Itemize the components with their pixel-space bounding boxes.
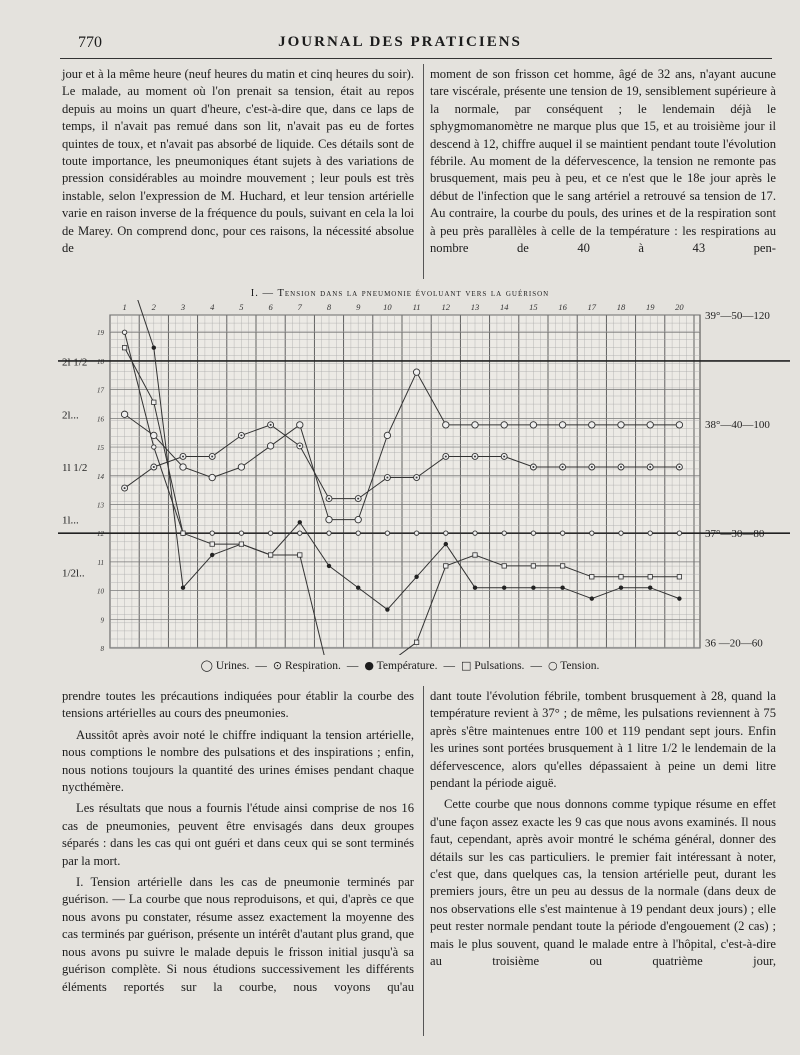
left-axis-label: 1l 1/2 [62,462,88,475]
legend-symbol-icon: ⊙ [272,659,283,672]
left-axis-label: 2l 1/2 [62,356,88,369]
day-tick-label: 7 [297,302,302,312]
point-tension [590,531,594,535]
legend-item [461,660,524,672]
column-rule-bottom [423,686,424,1036]
point-temperature [677,596,681,600]
point-urines [267,443,273,449]
point-tension [268,531,272,535]
tension-tick-label: 8 [100,645,104,653]
header-rule [60,58,772,59]
paragraph: jour et à la même heure (neuf heures du matin et cinq heures du soir). Le malade, au moment où l'on prenait sa tension, était au repos depuis au moins un quart d'heure, c'est-à-dire que, dans ce laps de temps, il n'avait pas remué dans son lit, n'avait pas eu de fortes quintes de toux, et n'avait pas absorbé de liquide. Ces détails sont de toute importance, les pneumoniques étant sujets à des variations de pression considérables au moindre mouvement ; leur pouls est très instable, selon l'expression de M. Huchard, et leur tension artérielle varie en raison inverse de la fréquence du pouls, suivant en cela la loi de Marey. On comprend donc, pour ces raisons, la nécessité absolue de [62,67,414,256]
point-temperature [181,586,185,590]
point-tension [122,330,126,334]
tension-tick-label: 15 [97,444,104,453]
bottom-left-column [62,688,414,996]
figure-legend: ◯ Urines. — ⊙ Respiration. — ● Température. — □ Pulsations. — ○ Tension. [200,659,600,672]
point-pulsations [298,553,302,557]
point-urines [530,422,536,428]
paragraph: moment de son frisson cet homme, âgé de 32 ans, n'ayant aucune tare viscérale, présente une tension de 19, sensiblement supérieure à la normale, par conséquent ; le lendemain déjà le sphygmomanomètre ne marque plus que 15, et au troisième jour il descend à 12, chiffre auquel il se maintient pendant toute l'évolution fébrile. Au moment de la défervescence, la tension ne remonte pas brusquement, mais peu à peu, et ce n'est que le 18e jour après le début de l'infection que le sang artériel a retrouvé sa tension de 17. Au contraire, la courbe du pouls, des urines et de la respiration sont à peu près parallèles à celle de la température : les respirations au nombre de 40 à 43 pen- [430,67,776,256]
point-pulsations [590,575,594,579]
point-temperature [385,607,389,611]
tension-tick-label: 16 [97,415,104,424]
point-urines [501,422,507,428]
day-tick-label: 9 [356,302,361,312]
paragraph: prendre toutes les précautions indiquées pour établir la courbe des tensions artérielles au cours des pneumonies. [62,689,414,721]
point-urines [647,422,653,428]
point-respiration-dot [678,466,680,468]
point-tension [210,531,214,535]
day-tick-label: 8 [326,302,332,312]
point-respiration-dot [124,487,126,489]
point-pulsations [473,553,477,557]
point-urines [209,474,215,480]
point-temperature [414,575,418,579]
legend-item [548,660,599,672]
point-urines [121,411,127,417]
legend-label: Tension. [557,660,600,672]
point-urines [589,422,595,428]
point-respiration-dot [503,455,505,457]
tension-tick-label: 12 [97,530,104,539]
legend-label: Urines. [212,660,250,672]
point-temperature [152,346,156,350]
day-tick-label: 12 [441,302,451,312]
day-tick-label: 20 [675,302,684,312]
point-pulsations [677,575,681,579]
point-respiration-dot [474,455,476,457]
day-tick-label: 4 [210,302,215,312]
point-temperature [473,586,477,590]
left-axis-label: 2l... [62,409,79,422]
day-tick-label: 6 [268,302,273,312]
page-number: 770 [78,34,102,51]
top-right-column [430,66,776,257]
point-tension [619,531,623,535]
top-left-column [62,66,414,257]
point-pulsations [210,542,214,546]
right-axis-label: 36 —20—60 [705,637,763,650]
point-respiration-dot [445,455,447,457]
point-pulsations [414,640,418,644]
point-urines [355,516,361,522]
point-pulsations [239,542,243,546]
point-temperature [590,596,594,600]
tension-tick-label: 9 [100,616,104,625]
legend-item [364,660,437,672]
legend-symbol-icon: ◯ [200,659,213,672]
tension-tick-label: 10 [97,587,104,596]
day-tick-label: 15 [529,302,538,312]
point-urines [618,422,624,428]
point-respiration-dot [211,455,213,457]
point-urines [443,422,449,428]
point-respiration-dot [240,434,242,436]
point-pulsations [648,575,652,579]
legend-item [273,660,341,672]
legend-symbol-icon: ○ [547,659,558,672]
day-tick-label: 18 [616,302,626,312]
legend-item [201,660,250,672]
point-pulsations [560,564,564,568]
point-temperature [356,586,360,590]
day-tick-label: 11 [412,302,421,312]
point-respiration-dot [270,424,272,426]
point-pulsations [502,564,506,568]
point-respiration-dot [182,455,184,457]
point-pulsations [122,346,126,350]
point-respiration-dot [328,498,330,500]
point-pulsations [531,564,535,568]
point-temperature [502,586,506,590]
day-tick-label: 10 [383,302,392,312]
point-tension [531,531,535,535]
bottom-right-column [430,688,776,971]
legend-label: Pulsations. [471,660,525,672]
point-temperature [298,520,302,524]
point-urines [238,464,244,470]
point-urines [384,432,390,438]
point-temperature [619,586,623,590]
tension-tick-label: 19 [97,329,104,338]
point-tension [414,531,418,535]
figure-chart [0,300,800,655]
point-temperature [210,553,214,557]
day-tick-label: 1 [122,302,127,312]
tension-tick-label: 14 [97,472,104,481]
point-tension [239,531,243,535]
right-axis-label: 39°—50—120 [705,310,770,322]
point-tension [677,531,681,535]
point-respiration-dot [153,466,155,468]
point-urines [472,422,478,428]
point-urines [559,422,565,428]
paragraph: Les résultats que nous a fournis l'étude ainsi comprise de nos 16 cas de pneumonies, peuvent être envisagés dans deux groupes séparés : dans les cas qui ont guéri et dans ceux qui se sont terminés par la mort. [62,801,414,868]
point-respiration-dot [591,466,593,468]
point-tension [356,531,360,535]
legend-symbol-icon: □ [460,659,472,672]
point-pulsations [619,575,623,579]
tension-tick-label: 18 [97,357,104,366]
point-tension [444,531,448,535]
point-temperature [560,586,564,590]
point-respiration-dot [562,466,564,468]
tension-tick-label: 13 [97,501,104,510]
point-temperature [327,564,331,568]
point-tension [298,531,302,535]
day-tick-label: 14 [499,302,509,312]
legend-label: Température. [374,660,438,672]
journal-title: JOURNAL DES PRATICIENS [278,34,522,50]
day-tick-label: 17 [587,302,597,312]
day-tick-label: 2 [151,302,156,312]
figure-title: I. — Tension dans la pneumonie évoluant vers la guérison [250,288,550,299]
point-respiration-dot [416,477,418,479]
left-axis-label: 1/2l.. [62,567,85,580]
tension-tick-label: 11 [97,558,104,567]
paragraph: Aussitôt après avoir noté le chiffre indiquant la tension artérielle, nous comptions le nombre des pulsations et des inspirations ; enfin, nous notions toujours la quantité des urines émises pendant chaque nycthémère. [62,727,414,795]
point-tension [385,531,389,535]
point-pulsations [268,553,272,557]
day-tick-label: 3 [180,302,186,312]
point-tension [152,445,156,449]
point-respiration-dot [299,445,301,447]
point-temperature [444,542,448,546]
point-tension [648,531,652,535]
paragraph: Cette courbe que nous donnons comme typique résume en effet d'une façon assez exacte les 9 cas que nous avons examinés. Il nous faut, cependant, après avoir montré le schéma général, donner des détails sur les cas particuliers. le premier fait intéressant à noter, c'est que, dans quelques cas, la tension artérielle peut, durant les premiers jours, être un peu au dessus de la normale (dans deux de nos observations elle s'est maintenue à 19 pendant deux jours) ; elle peut rester normale pendant toute la période d'engouement (2 cas) ; mais le plus souvent, quand le malade entre à l'hôpital, c'est-à-dire au troisième ou quatrième jour, [430,797,776,969]
point-pulsations [152,400,156,404]
point-urines [151,432,157,438]
point-tension [473,531,477,535]
legend-label: Respiration. [282,660,341,672]
day-tick-label: 13 [470,302,480,312]
point-respiration-dot [532,466,534,468]
point-tension [502,531,506,535]
point-tension [327,531,331,535]
paragraph: I. Tension artérielle dans les cas de pneumonie terminés par guérison. — La courbe que nous reproduisons, et qui, d'après ce que nous avons pu constater, résume assez exactement la moyenne des cas terminés par guérison, présente un intérêt d'autant plus grand, que nous avons pu suivre le malade depuis le frisson initial jusqu'à sa guérison complète. Si nous étudions successivement les différents éléments reportés sur la courbe, nous voyons qu'au [62,875,414,994]
point-urines [180,464,186,470]
left-axis-label: 1l... [62,514,79,527]
right-axis-label: 37°—30—80 [705,528,765,541]
legend-symbol-icon: ● [364,659,374,672]
tension-tick-label: 17 [97,386,104,395]
point-respiration-dot [386,477,388,479]
point-respiration-dot [649,466,651,468]
right-axis-label: 38°—40—100 [705,419,770,432]
day-tick-label: 5 [239,302,244,312]
point-respiration-dot [357,498,359,500]
point-pulsations [181,531,185,535]
column-rule-top [423,64,424,279]
point-tension [560,531,564,535]
point-urines [297,422,303,428]
point-respiration-dot [620,466,622,468]
chart-frame [110,315,700,648]
point-pulsations [444,564,448,568]
point-urines [413,369,419,375]
day-tick-label: 16 [558,302,567,312]
paragraph: dant toute l'évolution fébrile, tombent brusquement à 28, quand la température revient à 37° ; de même, les pulsations reviennent à 75 après s'être maintenues entre 100 et 119 pendant sept jours. Enfin les urines sont portées brusquement à 1 litre 1/2 le lendemain de la défervescence, alors qu'elles dépassaient à peine un demi litre pendant la période aiguë. [430,689,776,791]
point-urines [676,422,682,428]
point-temperature [531,586,535,590]
day-tick-label: 19 [645,302,655,312]
point-urines [326,516,332,522]
point-temperature [648,586,652,590]
